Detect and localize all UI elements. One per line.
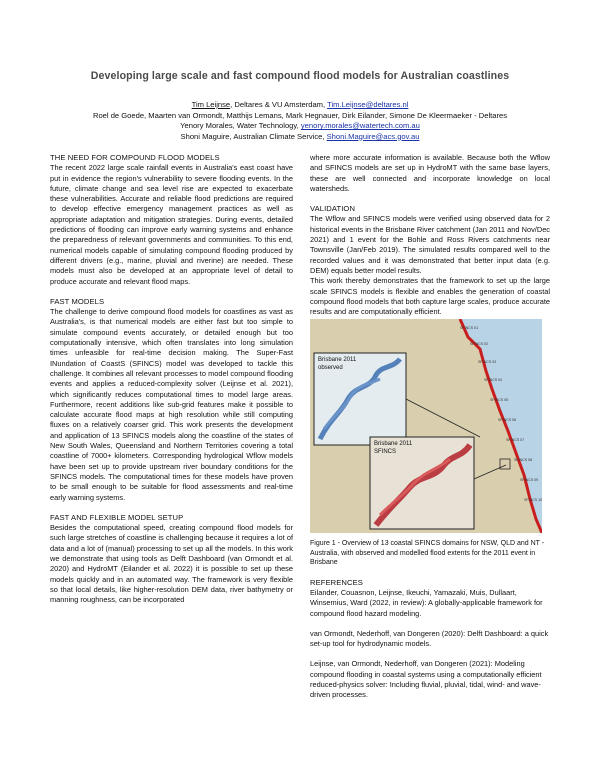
figure-1-svg: [310, 319, 542, 533]
svg-text:SFINCS 08: SFINCS 08: [514, 458, 533, 463]
inset-observed-label-a: Brisbane 2011: [318, 357, 357, 364]
svg-text:SFINCS 07: SFINCS 07: [506, 438, 525, 443]
inset-observed-label-b: observed: [318, 365, 343, 372]
reference-2: van Ormondt, Nederhoff, van Dongeren (2020): Delft Dashboard: a quick set-up tool for hydrodynamic models.: [310, 628, 549, 649]
lead-affiliation: , Deltares & VU Amsterdam,: [230, 100, 328, 109]
section-text-fast-models: The challenge to derive compound flood models for coastlines as vast as Australia's, is that numerical models are either fast but too simple to simulate compound events accurately, or detailed enough but too computationally intensive, which often translates into long simulation times unfeasible for real-time decision making. The Super-Fast INundation of CoastS (SFINCS) model was developed to tackle this challenge. It combines all relevant processes to model compound flooding events and applies a reduced-complexity solver (Leijnse et al. 2021), which significantly reduces computational times to model large areas. Furthermore, recent additions like sub-grid features make it possible to calculate accurate flood maps at high resolution while still computing fluxes on a relatively coarser grid. This work presents the development and application of 13 SFINCS models along the coastline of the states of New South Wales, Queensland and Northern Territories covering a total coastline of 7000+ kilometers. Corresponding hydrological Wflow models have been set up to provide upstream river boundary conditions for the SFINCS models. The computational times for these models have proven to be small enough to be suitable for flood assessments and real-time early warning systems.: [50, 307, 293, 502]
svg-text:SFINCS 05: SFINCS 05: [490, 398, 509, 403]
author-line-1: [40, 100, 560, 111]
section-heading-validation: VALIDATION: [310, 204, 356, 214]
svg-text:SFINCS 01: SFINCS 01: [460, 326, 479, 331]
author-line-3-text: Yenory Morales, Water Technology,: [180, 121, 301, 131]
paper-title: Developing large scale and fast compound flood models for Australian coastlines: [90, 70, 510, 82]
figure-1-map: [310, 319, 542, 533]
lead-author-email[interactable]: Tim.Leijnse@deltares.nl: [327, 100, 409, 109]
author-line-3-email[interactable]: yenory.morales@watertech.com.au: [300, 121, 420, 131]
author-line-4-email[interactable]: Shoni.Maguire@acs.gov.au: [326, 131, 420, 141]
figure-1-caption: Figure 1 - Overview of 13 coastal SFINCS domains for NSW, QLD and NT - Australia, with observed and modelled flood extents for the 2011 event in Brisbane: [310, 540, 545, 567]
inset-sfincs-label-b: SFINCS: [374, 449, 397, 456]
section-text-need: The recent 2022 large scale rainfall events in Australia's east coast have put in evidence the region's vulnerability to severe flooding events. In the future, climate change and sea level rise are expected to exacerbate these vulnerabilities. Accurate and reliable flood predictions are required to develop effective emergency management practices as well as appropriate adaptation and mitigation strategies. During events, detailed predictions of flooding can improve early warning systems and enhance the preparedness of relevant governments and communities. To this end, numerical models capable of simulating compound flooding produced by different drivers (e.g., marine, pluvial and riverine) are needed. These models must also be developed at an appropriate level of detail to produce accurate and relevant flood maps.: [50, 163, 293, 286]
section-heading-fast-models: FAST MODELS: [50, 296, 105, 306]
reference-1: Eilander, Couasnon, Leijnse, Ikeuchi, Yamazaki, Muis, Dullaart, Winsemius, Ward (2022, in review): A globally-applicable framework for compound flood hazard modeling.: [310, 587, 543, 618]
references: [310, 578, 550, 701]
left-column: [50, 153, 293, 605]
author-line-4: [40, 132, 560, 143]
lead-author: Tim Leijnse: [191, 100, 231, 109]
reference-3: Leijnse, van Ormondt, Nederhoff, van Dongeren (2021): Modeling compound flooding in coastal systems using a computationally efficient reduced-physics solver: Including fluvial, pluvial, tidal, wind- and wave-driven processes.: [310, 659, 542, 700]
author-line-4-text: Shoni Maguire, Australian Climate Service,: [180, 131, 327, 141]
inset-sfincs: [370, 437, 474, 529]
author-line-3: [40, 121, 560, 132]
section-heading-need: THE NEED FOR COMPOUND FLOOD MODELS: [50, 153, 220, 162]
svg-text:SFINCS 02: SFINCS 02: [470, 342, 489, 347]
section-text-setup-continued: where more accurate information is available. Because both the Wflow and SFINCS models are set up in HydroMT with the same base layers, these are well connected and incorporate knowledge on local watersheds.: [310, 153, 550, 193]
svg-text:SFINCS 09: SFINCS 09: [520, 478, 539, 483]
section-text-validation: The Wflow and SFINCS models were verified using observed data for 2 historical events in the Brisbane River catchment (Jan 2011 and Nov/Dec 2021) and 1 event for the Bohle and Ross Rivers catchments near Townsville (Jan/Feb 2019). The simulated results compared well to the recorded values and it was demonstrated that better input data (e.g. DEM) equals better model results.: [310, 214, 550, 275]
section-heading-setup: FAST AND FLEXIBLE MODEL SETUP: [50, 512, 184, 522]
svg-text:SFINCS 04: SFINCS 04: [484, 378, 503, 383]
section-heading-references: REFERENCES: [310, 577, 363, 587]
author-block: [40, 100, 560, 142]
inset-sfincs-label-a: Brisbane 2011: [374, 441, 413, 448]
right-column: [310, 153, 550, 701]
svg-text:SFINCS 06: SFINCS 06: [498, 418, 517, 423]
section-text-validation-2: This work thereby demonstrates that the framework to set up the large scale SFINCS models is flexible and enables the generation of coastal compound flood models that both capture large scales, produce accurate results and are computationally efficient.: [310, 276, 550, 317]
section-text-setup: Besides the computational speed, creating compound flood models for such large stretches of coastline is challenging because it requires a lot of data and a lot of (manual) processing to set up all the models. In this work we demonstrate that using tools as Delft Dashboard (van Ormondt et al. 2020) and HydroMT (Eilander et al. 2022) it is possible to set up these models quickly and in an automated way. The framework is very flexible so that local details, like higher-resolution DEM data, river bathymetry or manning roughness, can be incorporated: [50, 523, 293, 605]
inset-observed: [314, 353, 406, 445]
svg-text:SFINCS 03: SFINCS 03: [478, 360, 497, 365]
author-line-2: Roel de Goede, Maarten van Ormondt, Matthijs Lemans, Mark Hegnauer, Dirk Eilander, Simone De Kleermaeker - Deltares: [92, 110, 508, 120]
svg-text:SFINCS 10: SFINCS 10: [524, 498, 542, 503]
